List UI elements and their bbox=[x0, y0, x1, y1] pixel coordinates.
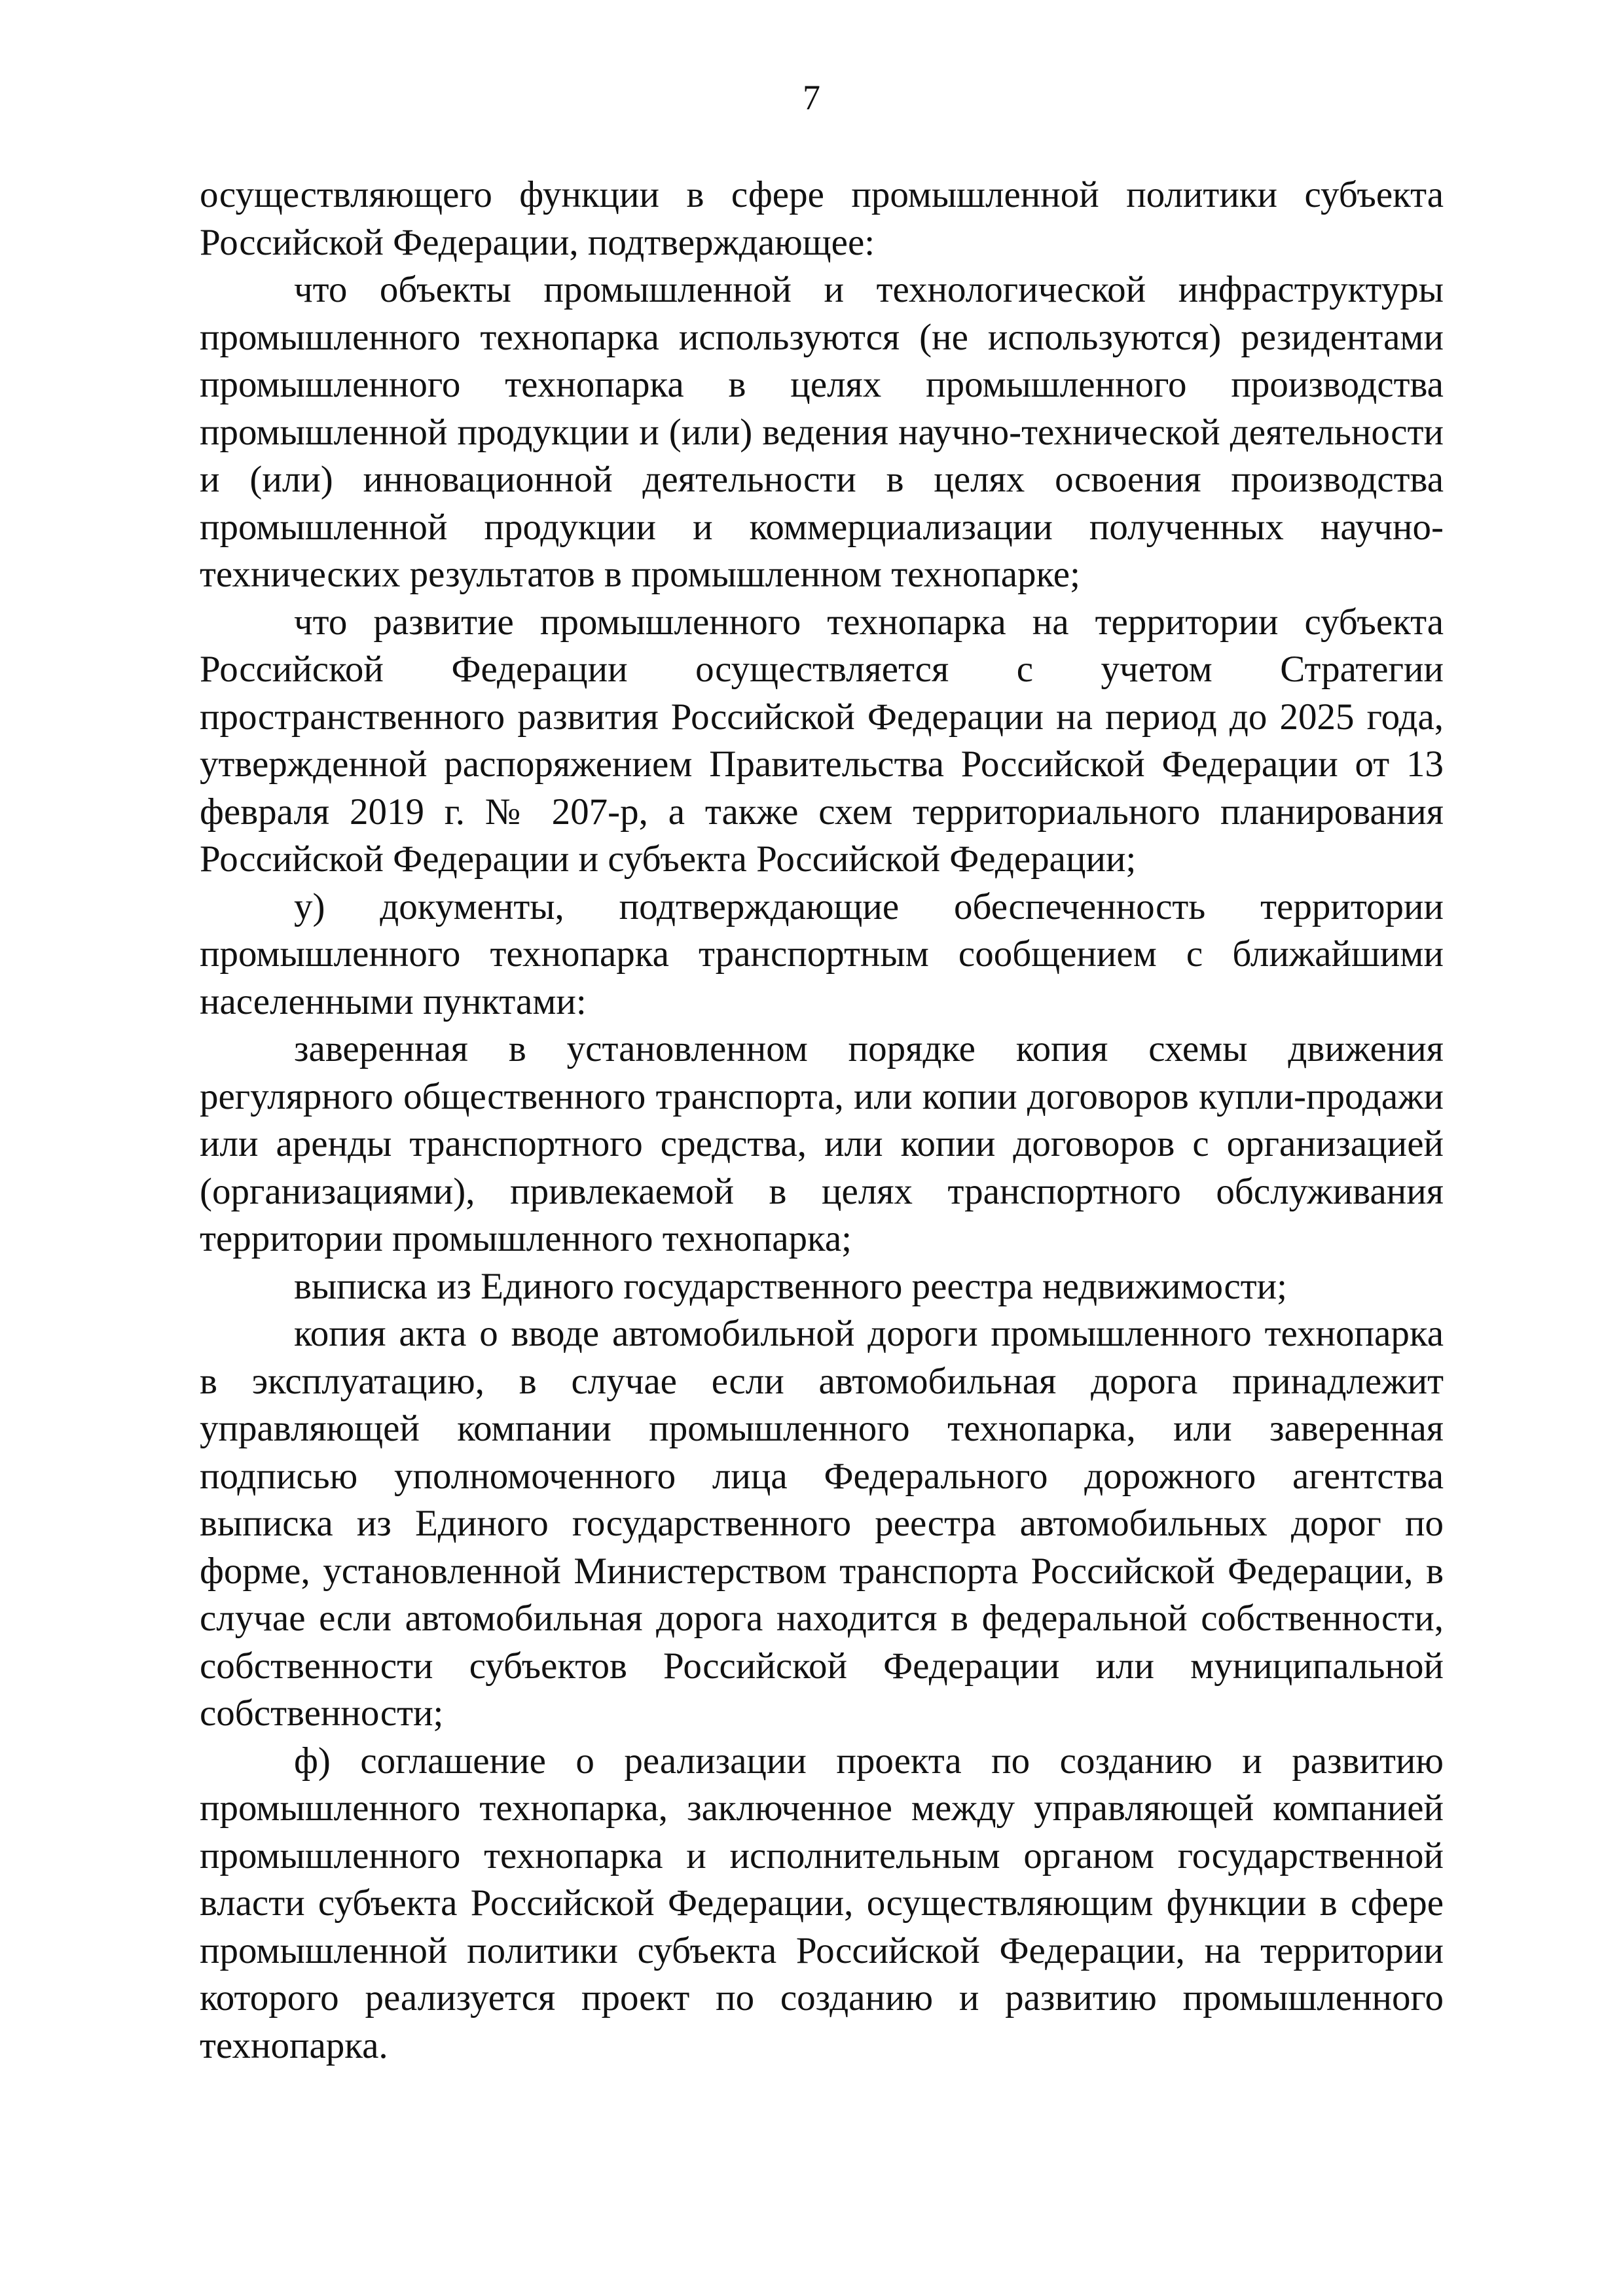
paragraph-development-strategy: что развитие промышленного технопарка на территории субъекта Российской Федерации осуществляется с учетом Стратегии пространственного развития Российской Федерации на период до 2025 года, утвержденной распоряжением Правительства Российской Федерации от 13 февраля 2019 г. № 207-р, а также схем территориального планирования Российской Федерации и субъекта Российской Федерации; bbox=[200, 601, 1444, 880]
paragraph-registry-extract: выписка из Единого государственного реестра недвижимости; bbox=[294, 1265, 1288, 1307]
document-body bbox=[200, 171, 1444, 2070]
paragraph-continuation: осуществляющего функции в сфере промышленной политики субъекта Российской Федерации, подтверждающее: bbox=[200, 174, 1444, 263]
paragraph-transport-scheme: заверенная в установленном порядке копия схемы движения регулярного общественного транспорта, или копии договоров купли-продажи или аренды транспортного средства, или копии договоров с организацией (организациями), привлекаемой в целях транспортного обслуживания территории промышленного технопарка; bbox=[200, 1028, 1444, 1259]
paragraph-item-f: ф) соглашение о реализации проекта по созданию и развитию промышленного технопарка, заключенное между управляющей компанией промышленного технопарка и исполнительным органом государственной власти субъекта Российской Федерации, осуществляющим функции в сфере промышленной политики субъекта Российской Федерации, на территории которого реализуется проект по созданию и развитию промышленного технопарка. bbox=[200, 1740, 1444, 2066]
page-number: 7 bbox=[803, 78, 820, 117]
paragraph-road-act: копия акта о вводе автомобильной дороги промышленного технопарка в эксплуатацию, в случае если автомобильная дорога принадлежит управляющей компании промышленного технопарка, или заверенная подписью уполномоченного лица Федерального дорожного агентства выписка из Единого государственного реестра автомобильных дорог по форме, установленной Министерством транспорта Российской Федерации, в случае если автомобильная дорога находится в федеральной собственности, собственности субъектов Российской Федерации или муниципальной собственности; bbox=[200, 1313, 1444, 1734]
paragraph-item-u: у) документы, подтверждающие обеспеченность территории промышленного технопарка транспортным сообщением с ближайшими населенными пунктами: bbox=[200, 886, 1444, 1022]
paragraph-objects-usage: что объекты промышленной и технологической инфраструктуры промышленного технопарка используются (не используются) резидентами промышленного технопарка в целях промышленного производства промышленной продукции и (или) ведения научно-технической деятельности и (или) инновационной деятельности в целях освоения производства промышленной продукции и коммерциализации полученных научно-технических результатов в промышленном технопарке; bbox=[200, 269, 1444, 595]
